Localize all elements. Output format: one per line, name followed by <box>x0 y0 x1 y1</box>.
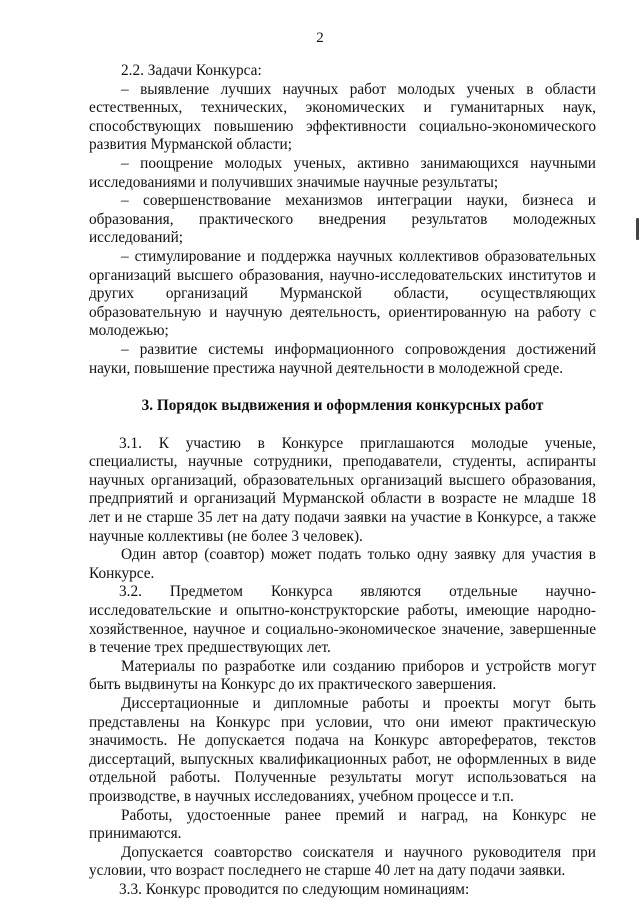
paragraph-task-3: – совершенствование механизмов интеграции науки, бизнеса и образования, практического внедрения результатов молодежных исследований; <box>89 192 596 247</box>
paragraph-3-2: 3.2. Предметом Конкурса являются отдельные научно-исследовательские и опытно-конструкторские работы, имеющие народно-хозяйственное, научное и социально-экономическое значение, завершенные в течение трех предшествующих лет. <box>89 583 596 657</box>
paragraph-coauthorship: Допускается соавторство соискателя и научного руководителя при условии, что возраст последнего не старше 40 лет на дату подачи заявки. <box>89 843 596 880</box>
paragraph-one-author: Один автор (соавтор) может подать только одну заявку для участия в Конкурсе. <box>89 546 596 582</box>
paragraph-materials: Материалы по разработке или созданию приборов и устройств могут быть выдвинуты на Конкурс до их практического завершения. <box>89 657 596 694</box>
document-body <box>89 62 596 900</box>
scan-margin-mark <box>636 218 639 240</box>
page-number: 2 <box>316 30 324 46</box>
paragraph-task-1: – выявление лучших научных работ молодых ученых в области естественных, технических, экономических и гуманитарных наук, способствующих повышению эффективности социально-экономического развития Мурманской области; <box>89 80 596 154</box>
paragraph-tasks-heading: 2.2. Задачи Конкурса: <box>121 62 262 79</box>
paragraph-3-3: 3.3. Конкурс проводится по следующим номинациям: <box>119 880 470 898</box>
paragraph-task-2: – поощрение молодых ученых, активно занимающихся научными исследованиями и получивших значимые научные результаты; <box>89 154 596 191</box>
paragraph-awarded-works: Работы, удостоенные ранее премий и наград, на Конкурс не принимаются. <box>89 806 596 843</box>
paragraph-dissertations: Диссертационные и дипломные работы и проекты могут быть представлены на Конкурс при условии, что они имеют практическую значимость. Не допускается подача на Конкурс авторефератов, текстов диссертаций, выпускных квалификационных работ, не оформленных в виде отдельной работы. Полученные результаты могут использоваться на производстве, в научных исследованиях, учебном процессе и т.п. <box>89 695 596 805</box>
paragraph-task-4: – стимулирование и поддержка научных коллективов образовательных организаций высшего образования, научно-исследовательских институтов и других организаций Мурманской области, осуществляющих образовательную и научную деятельность, ориентированную на работу с молодежью; <box>89 247 596 340</box>
paragraph-task-5: – развитие системы информационного сопровождения достижений науки, повышение престижа научной деятельности в молодежной среде. <box>89 340 596 377</box>
paragraph-3-1: 3.1. К участию в Конкурсе приглашаются молодые ученые, специалисты, научные сотрудники, преподаватели, студенты, аспиранты научных организаций, образовательных организаций высшего образования, предприятий и организаций Мурманской области в возрасте не младше 18 лет и не старше 35 лет на дату подачи заявки на участие в Конкурсе, а также научные коллективы (не более 3 человек). <box>89 434 596 545</box>
section-title: 3. Порядок выдвижения и оформления конкурсных работ <box>141 397 544 415</box>
